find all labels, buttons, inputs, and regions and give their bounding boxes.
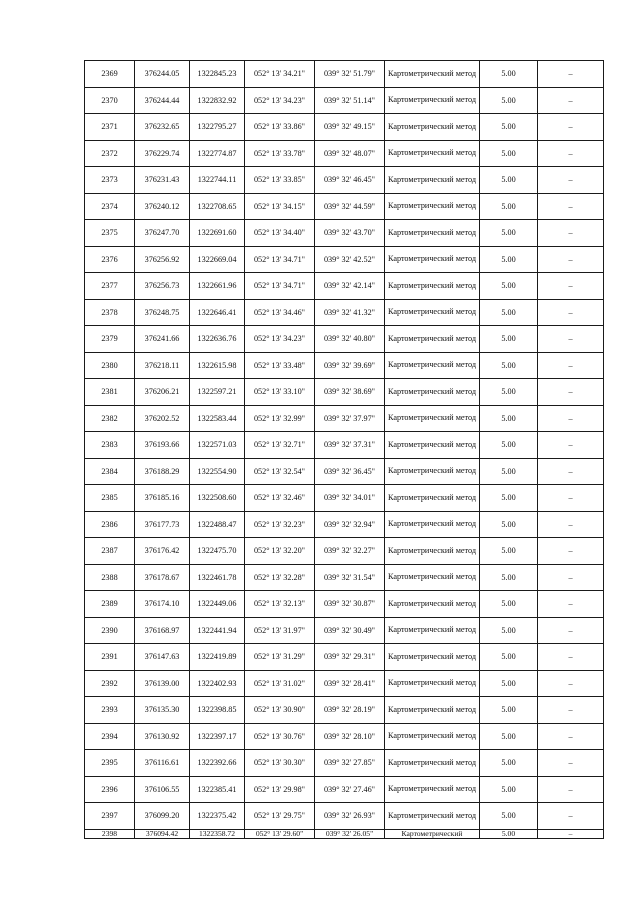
note-cell: – — [538, 299, 604, 326]
longitude-cell: 039° 32' 28.10" — [315, 723, 385, 750]
table-row — [85, 167, 604, 194]
latitude-cell: 052° 13' 34.15" — [245, 193, 315, 220]
longitude-cell: 039° 32' 30.49" — [315, 617, 385, 644]
latitude-cell: 052° 13' 33.86" — [245, 114, 315, 141]
point-number-cell: 2396 — [85, 776, 135, 803]
note-cell: – — [538, 803, 604, 830]
method-cell: Картометрический метод — [385, 273, 480, 300]
coordinates-table-page — [84, 60, 603, 839]
method-cell: Картометрический — [385, 829, 480, 838]
note-cell: – — [538, 564, 604, 591]
point-number-cell: 2380 — [85, 352, 135, 379]
latitude-cell: 052° 13' 29.60" — [245, 829, 315, 838]
latitude-cell: 052° 13' 33.78" — [245, 140, 315, 167]
table-row — [85, 140, 604, 167]
note-cell: – — [538, 140, 604, 167]
accuracy-cell: 5.00 — [480, 432, 538, 459]
coord-y-cell: 1322774.87 — [190, 140, 245, 167]
accuracy-cell: 5.00 — [480, 538, 538, 565]
coord-x-cell: 376094.42 — [135, 829, 190, 838]
coord-x-cell: 376135.30 — [135, 697, 190, 724]
table-row — [85, 829, 604, 838]
note-cell: – — [538, 352, 604, 379]
accuracy-cell: 5.00 — [480, 167, 538, 194]
accuracy-cell: 5.00 — [480, 220, 538, 247]
table-row — [85, 511, 604, 538]
coord-x-cell: 376178.67 — [135, 564, 190, 591]
latitude-cell: 052° 13' 32.99" — [245, 405, 315, 432]
point-number-cell: 2384 — [85, 458, 135, 485]
point-number-cell: 2378 — [85, 299, 135, 326]
longitude-cell: 039° 32' 41.32" — [315, 299, 385, 326]
coord-y-cell: 1322583.44 — [190, 405, 245, 432]
point-number-cell: 2372 — [85, 140, 135, 167]
longitude-cell: 039° 32' 32.94" — [315, 511, 385, 538]
longitude-cell: 039° 32' 30.87" — [315, 591, 385, 618]
table-row — [85, 485, 604, 512]
latitude-cell: 052° 13' 32.71" — [245, 432, 315, 459]
point-number-cell: 2387 — [85, 538, 135, 565]
point-number-cell: 2392 — [85, 670, 135, 697]
coord-x-cell: 376176.42 — [135, 538, 190, 565]
point-number-cell: 2393 — [85, 697, 135, 724]
latitude-cell: 052° 13' 34.71" — [245, 246, 315, 273]
method-cell: Картометрический метод — [385, 564, 480, 591]
accuracy-cell: 5.00 — [480, 591, 538, 618]
accuracy-cell: 5.00 — [480, 114, 538, 141]
method-cell: Картометрический метод — [385, 379, 480, 406]
coord-x-cell: 376232.65 — [135, 114, 190, 141]
longitude-cell: 039° 32' 38.69" — [315, 379, 385, 406]
coord-x-cell: 376177.73 — [135, 511, 190, 538]
longitude-cell: 039° 32' 44.59" — [315, 193, 385, 220]
method-cell: Картометрический метод — [385, 114, 480, 141]
longitude-cell: 039° 32' 28.19" — [315, 697, 385, 724]
note-cell: – — [538, 697, 604, 724]
accuracy-cell: 5.00 — [480, 511, 538, 538]
point-number-cell: 2381 — [85, 379, 135, 406]
longitude-cell: 039° 32' 36.45" — [315, 458, 385, 485]
longitude-cell: 039° 32' 42.52" — [315, 246, 385, 273]
table-row — [85, 564, 604, 591]
note-cell: – — [538, 193, 604, 220]
longitude-cell: 039° 32' 46.45" — [315, 167, 385, 194]
longitude-cell: 039° 32' 32.27" — [315, 538, 385, 565]
note-cell: – — [538, 485, 604, 512]
coord-x-cell: 376244.05 — [135, 61, 190, 88]
accuracy-cell: 5.00 — [480, 644, 538, 671]
method-cell: Картометрический метод — [385, 776, 480, 803]
point-number-cell: 2382 — [85, 405, 135, 432]
point-number-cell: 2371 — [85, 114, 135, 141]
table-row — [85, 432, 604, 459]
method-cell: Картометрический метод — [385, 697, 480, 724]
table-body — [85, 61, 604, 839]
table-row — [85, 723, 604, 750]
note-cell: – — [538, 273, 604, 300]
longitude-cell: 039° 32' 27.46" — [315, 776, 385, 803]
note-cell: – — [538, 538, 604, 565]
method-cell: Картометрический метод — [385, 670, 480, 697]
latitude-cell: 052° 13' 32.54" — [245, 458, 315, 485]
accuracy-cell: 5.00 — [480, 803, 538, 830]
longitude-cell: 039° 32' 51.14" — [315, 87, 385, 114]
method-cell: Картометрический метод — [385, 61, 480, 88]
latitude-cell: 052° 13' 31.02" — [245, 670, 315, 697]
point-number-cell: 2395 — [85, 750, 135, 777]
accuracy-cell: 5.00 — [480, 140, 538, 167]
point-number-cell: 2373 — [85, 167, 135, 194]
accuracy-cell: 5.00 — [480, 723, 538, 750]
accuracy-cell: 5.00 — [480, 670, 538, 697]
longitude-cell: 039° 32' 28.41" — [315, 670, 385, 697]
method-cell: Картометрический метод — [385, 617, 480, 644]
accuracy-cell: 5.00 — [480, 617, 538, 644]
latitude-cell: 052° 13' 34.23" — [245, 326, 315, 353]
coord-x-cell: 376248.75 — [135, 299, 190, 326]
latitude-cell: 052° 13' 33.85" — [245, 167, 315, 194]
coord-x-cell: 376229.74 — [135, 140, 190, 167]
point-number-cell: 2398 — [85, 829, 135, 838]
table-row — [85, 87, 604, 114]
coord-x-cell: 376188.29 — [135, 458, 190, 485]
note-cell: – — [538, 61, 604, 88]
coord-y-cell: 1322845.23 — [190, 61, 245, 88]
coord-x-cell: 376206.21 — [135, 379, 190, 406]
point-number-cell: 2390 — [85, 617, 135, 644]
point-number-cell: 2383 — [85, 432, 135, 459]
method-cell: Картометрический метод — [385, 432, 480, 459]
coord-x-cell: 376185.16 — [135, 485, 190, 512]
coord-y-cell: 1322385.41 — [190, 776, 245, 803]
table-row — [85, 299, 604, 326]
method-cell: Картометрический метод — [385, 140, 480, 167]
coord-x-cell: 376241.66 — [135, 326, 190, 353]
longitude-cell: 039° 32' 49.15" — [315, 114, 385, 141]
latitude-cell: 052° 13' 34.71" — [245, 273, 315, 300]
note-cell: – — [538, 458, 604, 485]
method-cell: Картометрический метод — [385, 326, 480, 353]
latitude-cell: 052° 13' 33.48" — [245, 352, 315, 379]
latitude-cell: 052° 13' 29.75" — [245, 803, 315, 830]
note-cell: – — [538, 432, 604, 459]
accuracy-cell: 5.00 — [480, 697, 538, 724]
method-cell: Картометрический метод — [385, 220, 480, 247]
latitude-cell: 052° 13' 33.10" — [245, 379, 315, 406]
longitude-cell: 039° 32' 31.54" — [315, 564, 385, 591]
coord-y-cell: 1322488.47 — [190, 511, 245, 538]
table-row — [85, 352, 604, 379]
note-cell: – — [538, 670, 604, 697]
longitude-cell: 039° 32' 34.01" — [315, 485, 385, 512]
accuracy-cell: 5.00 — [480, 87, 538, 114]
table-row — [85, 538, 604, 565]
latitude-cell: 052° 13' 32.23" — [245, 511, 315, 538]
latitude-cell: 052° 13' 32.13" — [245, 591, 315, 618]
latitude-cell: 052° 13' 34.21" — [245, 61, 315, 88]
point-number-cell: 2374 — [85, 193, 135, 220]
accuracy-cell: 5.00 — [480, 829, 538, 838]
method-cell: Картометрический метод — [385, 591, 480, 618]
note-cell: – — [538, 591, 604, 618]
accuracy-cell: 5.00 — [480, 458, 538, 485]
method-cell: Картометрический метод — [385, 538, 480, 565]
note-cell: – — [538, 617, 604, 644]
coord-y-cell: 1322636.76 — [190, 326, 245, 353]
table-row — [85, 273, 604, 300]
latitude-cell: 052° 13' 31.29" — [245, 644, 315, 671]
accuracy-cell: 5.00 — [480, 750, 538, 777]
coord-y-cell: 1322691.60 — [190, 220, 245, 247]
coord-x-cell: 376193.66 — [135, 432, 190, 459]
coord-x-cell: 376174.10 — [135, 591, 190, 618]
point-number-cell: 2388 — [85, 564, 135, 591]
longitude-cell: 039° 32' 43.70" — [315, 220, 385, 247]
table-row — [85, 458, 604, 485]
coordinates-table — [84, 60, 604, 839]
coord-x-cell: 376106.55 — [135, 776, 190, 803]
method-cell: Картометрический метод — [385, 167, 480, 194]
method-cell: Картометрический метод — [385, 87, 480, 114]
coord-y-cell: 1322744.11 — [190, 167, 245, 194]
note-cell: – — [538, 511, 604, 538]
accuracy-cell: 5.00 — [480, 405, 538, 432]
note-cell: – — [538, 246, 604, 273]
coord-x-cell: 376099.20 — [135, 803, 190, 830]
coord-y-cell: 1322398.85 — [190, 697, 245, 724]
point-number-cell: 2385 — [85, 485, 135, 512]
coord-y-cell: 1322441.94 — [190, 617, 245, 644]
coord-x-cell: 376218.11 — [135, 352, 190, 379]
latitude-cell: 052° 13' 30.30" — [245, 750, 315, 777]
method-cell: Картометрический метод — [385, 644, 480, 671]
latitude-cell: 052° 13' 32.46" — [245, 485, 315, 512]
method-cell: Картометрический метод — [385, 511, 480, 538]
method-cell: Картометрический метод — [385, 458, 480, 485]
accuracy-cell: 5.00 — [480, 326, 538, 353]
accuracy-cell: 5.00 — [480, 776, 538, 803]
coord-x-cell: 376139.00 — [135, 670, 190, 697]
method-cell: Картометрический метод — [385, 723, 480, 750]
longitude-cell: 039° 32' 37.31" — [315, 432, 385, 459]
point-number-cell: 2394 — [85, 723, 135, 750]
coord-y-cell: 1322615.98 — [190, 352, 245, 379]
method-cell: Картометрический метод — [385, 405, 480, 432]
longitude-cell: 039° 32' 37.97" — [315, 405, 385, 432]
coord-x-cell: 376244.44 — [135, 87, 190, 114]
coord-y-cell: 1322461.78 — [190, 564, 245, 591]
point-number-cell: 2370 — [85, 87, 135, 114]
table-row — [85, 114, 604, 141]
coord-y-cell: 1322402.93 — [190, 670, 245, 697]
point-number-cell: 2369 — [85, 61, 135, 88]
table-row — [85, 405, 604, 432]
coord-y-cell: 1322661.96 — [190, 273, 245, 300]
table-row — [85, 697, 604, 724]
table-row — [85, 644, 604, 671]
table-row — [85, 591, 604, 618]
longitude-cell: 039° 32' 42.14" — [315, 273, 385, 300]
note-cell: – — [538, 723, 604, 750]
table-row — [85, 670, 604, 697]
coord-y-cell: 1322475.70 — [190, 538, 245, 565]
latitude-cell: 052° 13' 30.90" — [245, 697, 315, 724]
method-cell: Картометрический метод — [385, 299, 480, 326]
accuracy-cell: 5.00 — [480, 485, 538, 512]
accuracy-cell: 5.00 — [480, 352, 538, 379]
coord-y-cell: 1322419.89 — [190, 644, 245, 671]
point-number-cell: 2375 — [85, 220, 135, 247]
method-cell: Картометрический метод — [385, 352, 480, 379]
longitude-cell: 039° 32' 39.69" — [315, 352, 385, 379]
accuracy-cell: 5.00 — [480, 246, 538, 273]
table-row — [85, 803, 604, 830]
method-cell: Картометрический метод — [385, 193, 480, 220]
coord-y-cell: 1322508.60 — [190, 485, 245, 512]
coord-x-cell: 376231.43 — [135, 167, 190, 194]
coord-y-cell: 1322669.04 — [190, 246, 245, 273]
point-number-cell: 2377 — [85, 273, 135, 300]
point-number-cell: 2389 — [85, 591, 135, 618]
note-cell: – — [538, 750, 604, 777]
coord-x-cell: 376256.73 — [135, 273, 190, 300]
longitude-cell: 039° 32' 48.07" — [315, 140, 385, 167]
method-cell: Картометрический метод — [385, 485, 480, 512]
point-number-cell: 2379 — [85, 326, 135, 353]
coord-x-cell: 376256.92 — [135, 246, 190, 273]
table-row — [85, 246, 604, 273]
longitude-cell: 039° 32' 26.93" — [315, 803, 385, 830]
table-row — [85, 220, 604, 247]
coord-x-cell: 376240.12 — [135, 193, 190, 220]
longitude-cell: 039° 32' 26.05" — [315, 829, 385, 838]
table-row — [85, 326, 604, 353]
note-cell: – — [538, 87, 604, 114]
coord-y-cell: 1322375.42 — [190, 803, 245, 830]
latitude-cell: 052° 13' 29.98" — [245, 776, 315, 803]
coord-y-cell: 1322646.41 — [190, 299, 245, 326]
coord-y-cell: 1322832.92 — [190, 87, 245, 114]
note-cell: – — [538, 326, 604, 353]
accuracy-cell: 5.00 — [480, 61, 538, 88]
point-number-cell: 2397 — [85, 803, 135, 830]
note-cell: – — [538, 167, 604, 194]
note-cell: – — [538, 220, 604, 247]
table-row — [85, 193, 604, 220]
note-cell: – — [538, 405, 604, 432]
method-cell: Картометрический метод — [385, 246, 480, 273]
latitude-cell: 052° 13' 32.20" — [245, 538, 315, 565]
accuracy-cell: 5.00 — [480, 379, 538, 406]
method-cell: Картометрический метод — [385, 750, 480, 777]
coord-y-cell: 1322795.27 — [190, 114, 245, 141]
note-cell: – — [538, 379, 604, 406]
point-number-cell: 2376 — [85, 246, 135, 273]
note-cell: – — [538, 644, 604, 671]
note-cell: – — [538, 829, 604, 838]
accuracy-cell: 5.00 — [480, 564, 538, 591]
accuracy-cell: 5.00 — [480, 273, 538, 300]
longitude-cell: 039° 32' 51.79" — [315, 61, 385, 88]
coord-x-cell: 376116.61 — [135, 750, 190, 777]
latitude-cell: 052° 13' 34.46" — [245, 299, 315, 326]
coord-x-cell: 376247.70 — [135, 220, 190, 247]
coord-y-cell: 1322554.90 — [190, 458, 245, 485]
coord-x-cell: 376130.92 — [135, 723, 190, 750]
table-row — [85, 617, 604, 644]
table-row — [85, 61, 604, 88]
longitude-cell: 039° 32' 27.85" — [315, 750, 385, 777]
coord-x-cell: 376168.97 — [135, 617, 190, 644]
coord-y-cell: 1322597.21 — [190, 379, 245, 406]
coord-x-cell: 376147.63 — [135, 644, 190, 671]
accuracy-cell: 5.00 — [480, 193, 538, 220]
latitude-cell: 052° 13' 32.28" — [245, 564, 315, 591]
coord-y-cell: 1322708.65 — [190, 193, 245, 220]
note-cell: – — [538, 776, 604, 803]
note-cell: – — [538, 114, 604, 141]
coord-y-cell: 1322571.03 — [190, 432, 245, 459]
coord-y-cell: 1322358.72 — [190, 829, 245, 838]
coord-y-cell: 1322392.66 — [190, 750, 245, 777]
latitude-cell: 052° 13' 31.97" — [245, 617, 315, 644]
table-row — [85, 379, 604, 406]
latitude-cell: 052° 13' 34.23" — [245, 87, 315, 114]
longitude-cell: 039° 32' 40.80" — [315, 326, 385, 353]
coord-y-cell: 1322449.06 — [190, 591, 245, 618]
latitude-cell: 052° 13' 30.76" — [245, 723, 315, 750]
method-cell: Картометрический метод — [385, 803, 480, 830]
point-number-cell: 2391 — [85, 644, 135, 671]
latitude-cell: 052° 13' 34.40" — [245, 220, 315, 247]
longitude-cell: 039° 32' 29.31" — [315, 644, 385, 671]
point-number-cell: 2386 — [85, 511, 135, 538]
coord-x-cell: 376202.52 — [135, 405, 190, 432]
accuracy-cell: 5.00 — [480, 299, 538, 326]
table-row — [85, 750, 604, 777]
coord-y-cell: 1322397.17 — [190, 723, 245, 750]
table-row — [85, 776, 604, 803]
